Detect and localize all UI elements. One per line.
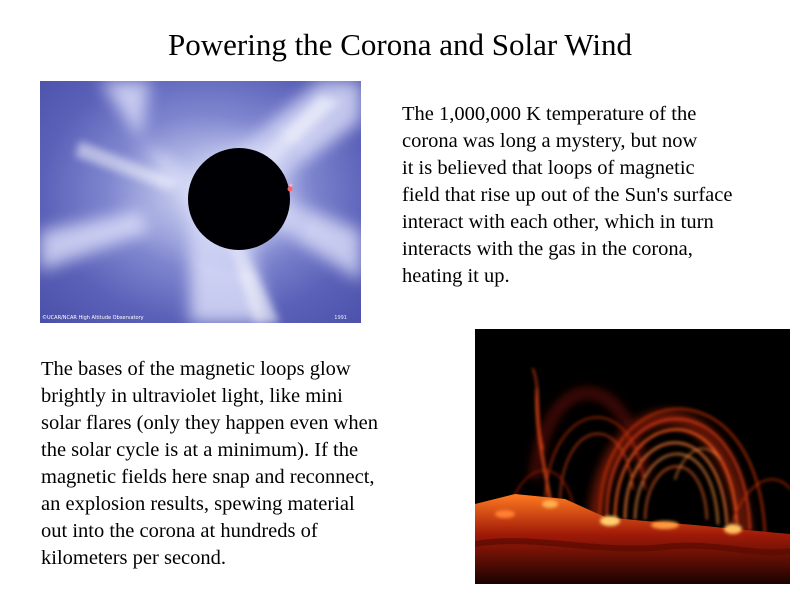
paragraph-magnetic-loops: [41, 356, 441, 572]
image-credit: ©UCAR/NCAR High Altitude Observatory: [42, 315, 144, 321]
text-line: magnetic fields here snap and reconnect,: [41, 466, 375, 488]
coronal-loops-image: [475, 329, 790, 584]
slide-title: Powering the Corona and Solar Wind: [168, 27, 632, 62]
text-line: out into the corona at hundreds of: [41, 520, 318, 542]
image-date: 1991: [334, 315, 347, 321]
corona-eclipse-image: [40, 81, 361, 323]
text-line: interacts with the gas in the corona,: [402, 238, 693, 260]
text-line: it is believed that loops of magnetic: [402, 157, 695, 179]
text-line: brightly in ultraviolet light, like mini: [41, 385, 343, 407]
text-line: the solar cycle is at a minimum). If the: [41, 439, 359, 461]
paragraph-corona-temperature: [402, 101, 794, 290]
text-line: solar flares (only they happen even when: [41, 412, 378, 434]
text-line: corona was long a mystery, but now: [402, 130, 698, 152]
text-line: field that rise up out of the Sun's surface: [402, 184, 733, 206]
text-line: The bases of the magnetic loops glow: [41, 358, 351, 380]
text-line: an explosion results, spewing material: [41, 493, 355, 515]
text-line: kilometers per second.: [41, 547, 227, 569]
text-line: heating it up.: [402, 265, 510, 287]
text-line: The 1,000,000 K temperature of the: [402, 103, 697, 125]
text-line: interact with each other, which in turn: [402, 211, 714, 233]
